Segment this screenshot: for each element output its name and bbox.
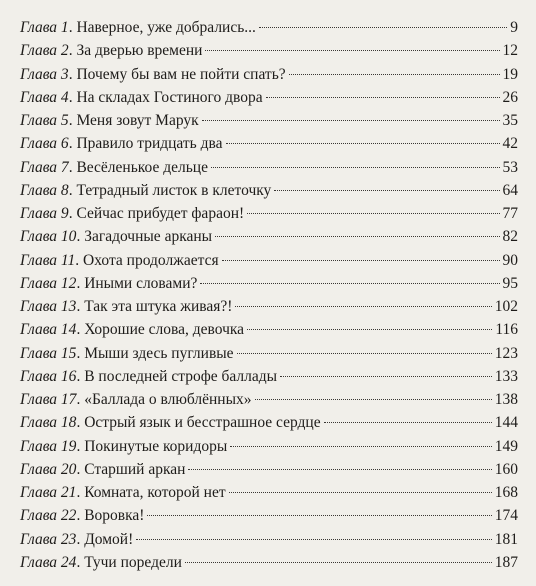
chapter-separator: . xyxy=(76,344,85,362)
chapter-title: Покинутые коридоры xyxy=(84,437,228,455)
dot-leader xyxy=(229,492,492,493)
chapter-title: Так эта штука живая?! xyxy=(84,298,233,315)
page-number: 9 xyxy=(510,19,518,36)
toc-entry-17[interactable] xyxy=(20,388,518,411)
chapter-title: Охота продолжается xyxy=(83,251,219,269)
chapter-label: Глава 7 xyxy=(20,158,69,176)
dot-leader xyxy=(226,143,500,144)
chapter-separator: . xyxy=(68,205,77,222)
dot-leader xyxy=(222,260,500,261)
page-number: 77 xyxy=(502,205,518,222)
chapter-label: Глава 16 xyxy=(20,367,77,385)
toc-entry-10[interactable] xyxy=(20,225,518,248)
chapter-title: Тучи поредели xyxy=(84,553,182,571)
chapter-separator: . xyxy=(76,228,85,246)
dot-leader xyxy=(274,190,499,191)
dot-leader xyxy=(147,515,491,516)
chapter-label: Глава 23 xyxy=(20,530,77,548)
chapter-separator: . xyxy=(68,88,77,106)
chapter-label: Глава 18 xyxy=(20,414,77,432)
chapter-title: Правило тридцать два xyxy=(76,135,223,153)
chapter-label: Глава 14 xyxy=(20,321,77,339)
page-number: 90 xyxy=(502,251,518,269)
chapter-separator: . xyxy=(68,158,77,176)
dot-leader xyxy=(202,120,500,121)
dot-leader xyxy=(211,167,500,168)
toc-entry-22[interactable] xyxy=(20,504,518,527)
chapter-separator: . xyxy=(68,181,77,199)
chapter-title: Загадочные арканы xyxy=(84,228,213,246)
chapter-label: Глава 9 xyxy=(20,205,69,222)
chapter-title: В последней строфе баллады xyxy=(84,367,278,385)
chapter-separator: . xyxy=(76,553,85,571)
toc-entry-11[interactable] xyxy=(20,249,518,272)
chapter-label: Глава 13 xyxy=(20,298,77,315)
dot-leader xyxy=(266,97,500,98)
chapter-title: Весёленькое дельце xyxy=(76,158,208,176)
chapter-separator: . xyxy=(76,274,85,292)
chapter-label: Глава 20 xyxy=(20,460,77,478)
dot-leader xyxy=(215,236,499,237)
toc-entry-13[interactable] xyxy=(20,295,518,318)
page-number: 123 xyxy=(494,344,518,362)
chapter-label: Глава 4 xyxy=(20,88,69,106)
dot-leader xyxy=(237,353,492,354)
page-number: 19 xyxy=(502,65,518,83)
chapter-separator: . xyxy=(68,65,77,83)
toc-entry-15[interactable] xyxy=(20,342,518,365)
toc-entry-8[interactable] xyxy=(20,179,518,202)
chapter-separator: . xyxy=(76,530,85,548)
page-number: 149 xyxy=(494,437,518,455)
toc-entry-12[interactable] xyxy=(20,272,518,295)
toc-entry-5[interactable] xyxy=(20,109,518,132)
page-number: 102 xyxy=(494,298,518,315)
chapter-label: Глава 5 xyxy=(20,112,69,129)
page-number: 53 xyxy=(502,158,518,176)
chapter-separator: . xyxy=(76,298,85,315)
dot-leader xyxy=(247,329,492,330)
toc-entry-20[interactable] xyxy=(20,458,518,481)
dot-leader xyxy=(255,399,492,400)
chapter-title: За дверью времени xyxy=(76,42,203,60)
chapter-label: Глава 22 xyxy=(20,507,77,525)
chapter-separator: . xyxy=(76,460,85,478)
chapter-label: Глава 2 xyxy=(20,42,69,60)
toc-entry-3[interactable] xyxy=(20,63,518,86)
dot-leader xyxy=(324,422,492,423)
chapter-label: Глава 3 xyxy=(20,65,69,83)
chapter-separator: . xyxy=(75,251,84,269)
toc-entry-6[interactable] xyxy=(20,132,518,155)
chapter-label: Глава 15 xyxy=(20,344,77,362)
page-number: 181 xyxy=(494,530,518,548)
chapter-title: Мыши здесь пугливые xyxy=(84,344,234,362)
chapter-separator: . xyxy=(76,484,85,501)
toc-entry-4[interactable] xyxy=(20,86,518,109)
chapter-separator: . xyxy=(76,321,85,339)
chapter-title: Хорошие слова, девочка xyxy=(84,321,245,339)
toc-entry-24[interactable] xyxy=(20,551,518,574)
chapter-title: Домой! xyxy=(84,530,134,548)
chapter-label: Глава 24 xyxy=(20,553,77,571)
chapter-label: Глава 12 xyxy=(20,274,77,292)
chapter-title: Комната, которой нет xyxy=(84,484,226,501)
chapter-title: Иными словами? xyxy=(84,274,198,292)
chapter-separator: . xyxy=(68,19,77,36)
page-number: 95 xyxy=(502,274,518,292)
page-number: 138 xyxy=(494,391,518,408)
toc-entry-19[interactable] xyxy=(20,435,518,458)
page-number: 42 xyxy=(502,135,518,153)
dot-leader xyxy=(259,27,507,28)
dot-leader xyxy=(200,283,499,284)
toc-entry-16[interactable] xyxy=(20,365,518,388)
page-number: 116 xyxy=(495,321,518,339)
chapter-label: Глава 10 xyxy=(20,228,77,246)
page-number: 26 xyxy=(502,88,518,106)
chapter-separator: . xyxy=(68,112,77,129)
dot-leader xyxy=(247,213,499,214)
page-number: 64 xyxy=(502,181,518,199)
toc-entry-23[interactable] xyxy=(20,528,518,551)
dot-leader xyxy=(136,539,492,540)
chapter-separator: . xyxy=(68,42,77,60)
chapter-label: Глава 11 xyxy=(20,251,76,269)
dot-leader xyxy=(230,446,491,447)
chapter-separator: . xyxy=(76,437,85,455)
chapter-label: Глава 21 xyxy=(20,484,77,501)
chapter-title: «Баллада о влюблённых» xyxy=(84,391,252,408)
dot-leader xyxy=(188,469,491,470)
dot-leader xyxy=(235,306,491,307)
chapter-title: Воровка! xyxy=(84,507,145,525)
chapter-title: Наверное, уже добрались... xyxy=(76,19,256,36)
chapter-separator: . xyxy=(76,507,85,525)
chapter-label: Глава 1 xyxy=(20,19,69,36)
page-number: 82 xyxy=(502,228,518,246)
chapter-separator: . xyxy=(76,367,85,385)
chapter-title: На складах Гостиного двора xyxy=(76,88,263,106)
chapter-title: Меня зовут Марук xyxy=(76,112,199,129)
page-number: 35 xyxy=(502,112,518,129)
dot-leader xyxy=(280,376,492,377)
toc-entry-9[interactable] xyxy=(20,202,518,225)
toc-entry-2[interactable] xyxy=(20,39,518,62)
chapter-title: Почему бы вам не пойти спать? xyxy=(76,65,286,83)
toc-entry-1[interactable] xyxy=(20,16,518,39)
chapter-label: Глава 8 xyxy=(20,181,69,199)
toc-entry-7[interactable] xyxy=(20,156,518,179)
dot-leader xyxy=(185,562,492,563)
chapter-title: Острый язык и бесстрашное сердце xyxy=(84,414,321,432)
page-number: 187 xyxy=(494,553,518,571)
toc-entry-21[interactable] xyxy=(20,481,518,504)
toc-entry-18[interactable] xyxy=(20,411,518,434)
dot-leader xyxy=(289,74,500,75)
chapter-label: Глава 17 xyxy=(20,391,77,408)
table-of-contents xyxy=(20,16,518,574)
page-number: 168 xyxy=(494,484,518,501)
chapter-title: Тетрадный листок в клеточку xyxy=(76,181,272,199)
page-number: 174 xyxy=(494,507,518,525)
chapter-separator: . xyxy=(76,414,85,432)
chapter-separator: . xyxy=(68,135,77,153)
chapter-separator: . xyxy=(76,391,85,408)
page-number: 12 xyxy=(502,42,518,60)
page-number: 160 xyxy=(494,460,518,478)
chapter-label: Глава 6 xyxy=(20,135,69,153)
chapter-title: Сейчас прибудет фараон! xyxy=(76,205,245,222)
page-number: 133 xyxy=(494,367,518,385)
chapter-label: Глава 19 xyxy=(20,437,77,455)
page-number: 144 xyxy=(494,414,518,432)
dot-leader xyxy=(205,50,499,51)
toc-entry-14[interactable] xyxy=(20,318,518,341)
chapter-title: Старший аркан xyxy=(84,460,186,478)
